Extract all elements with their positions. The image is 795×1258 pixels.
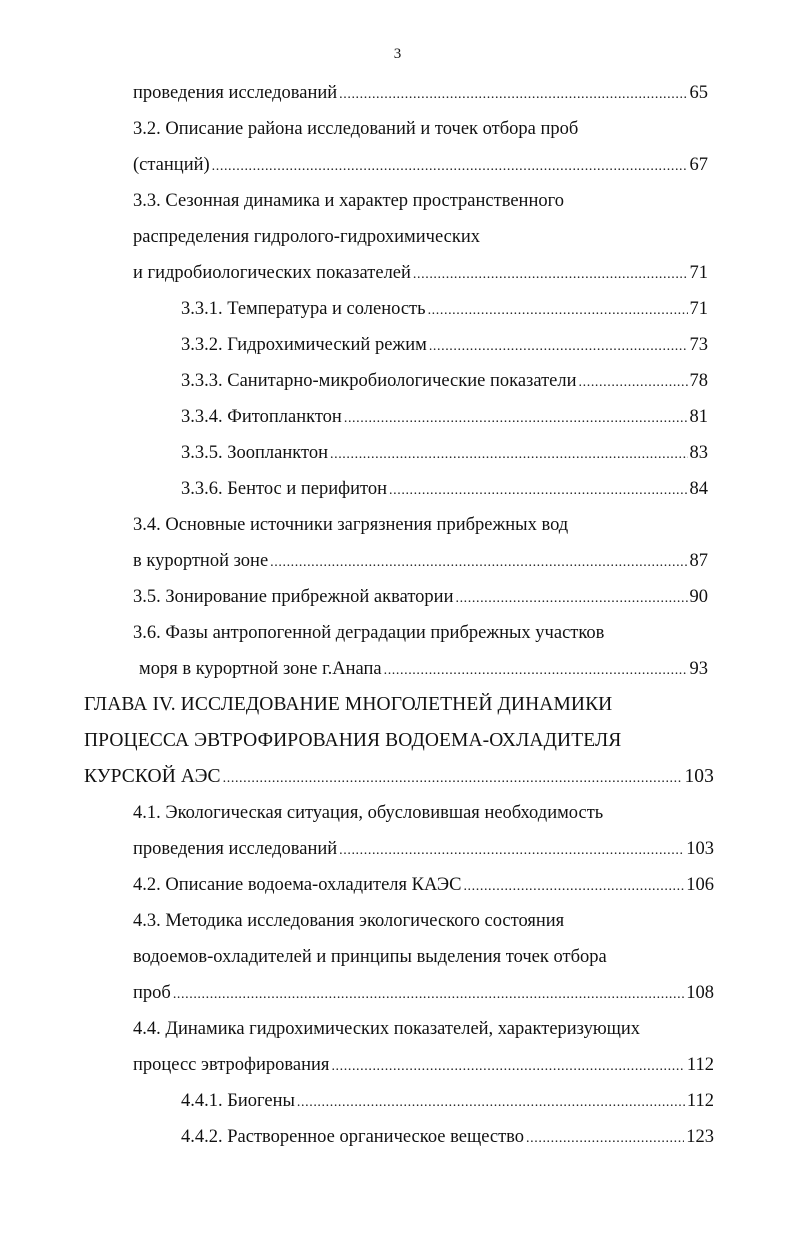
toc-entry-text: 4.4.1. Биогены [181,1091,295,1111]
toc-entry [133,116,578,142]
toc-entry [133,620,604,646]
toc-entry-text: ПРОЦЕССА ЭВТРОФИРОВАНИЯ ВОДОЕМА-ОХЛАДИТЕЛЯ [84,730,622,751]
toc-entry-page: 81 [689,407,708,427]
toc-entry-text: проб [133,983,171,1003]
toc-entry-text: и гидробиологических показателей [133,263,411,283]
toc-entry-text: распределения гидролого-гидрохимических [133,227,480,247]
toc-entry [133,1016,640,1042]
toc-entry-page: 103 [686,839,714,859]
toc-entry [181,296,708,322]
toc-entry-text: 3.4. Основные источники загрязнения прибрежных вод [133,515,569,535]
toc-entry [133,188,564,214]
dot-leader [428,298,688,324]
toc-entry-page: 71 [689,299,708,319]
toc-entry-text: 3.3.5. Зоопланктон [181,443,328,463]
toc-entry-text: проведения исследований [133,83,338,103]
toc-entry-text: (станций) [133,155,210,175]
dot-leader [526,1126,684,1152]
dot-leader [455,586,687,612]
toc-entry-page: 84 [689,479,708,499]
toc-entry-text: КУРСКОЙ АЭС [84,766,221,787]
toc-entry-text: ГЛАВА IV. ИССЛЕДОВАНИЕ МНОГОЛЕТНЕЙ ДИНАМИКИ [84,694,613,715]
toc-entry-page: 103 [684,766,714,787]
toc-entry-page: 87 [689,551,708,571]
toc-entry [181,404,708,430]
toc-entry-text: 4.4. Динамика гидрохимических показателей, характеризующих [133,1019,641,1039]
toc-entry [181,1088,714,1114]
dot-leader [212,154,688,180]
toc-entry [133,152,708,178]
toc-entry-text: водоемов-охладителей и принципы выделения точек отбора [133,947,607,967]
dot-leader [270,550,687,576]
toc-entry-text: 4.1. Экологическая ситуация, обусловившая необходимость [133,803,604,823]
toc-entry [181,476,708,502]
toc-entry-text: 3.3.6. Бентос и перифитон [181,479,388,499]
dot-leader [344,406,688,432]
toc-entry-page: 67 [689,155,708,175]
toc-entry [133,836,714,862]
toc-entry [133,1052,714,1078]
toc-entry-text: 3.3.4. Фитопланктон [181,407,342,427]
toc-entry-text: 4.2. Описание водоема-охладителя КАЭС [133,875,462,895]
toc-entry [133,872,714,898]
dot-leader [223,766,683,792]
toc-entry-page: 123 [686,1127,714,1147]
toc-entry [133,80,708,106]
toc-entry [133,224,480,250]
toc-entry-page: 83 [689,443,708,463]
toc-entry-page: 112 [686,1055,714,1075]
dot-leader [463,874,684,900]
toc-entry-page: 108 [686,983,714,1003]
toc-entry-page: 93 [689,659,708,679]
toc-entry-text: 4.3. Методика исследования экологического состояния [133,911,565,931]
toc-entry-page: 106 [686,875,714,895]
toc-entry [133,944,607,970]
toc-entry-text: 3.6. Фазы антропогенной деградации прибрежных участков [133,623,605,643]
dot-leader [389,478,687,504]
dot-leader [579,370,688,396]
dot-leader [339,82,687,108]
toc-entry-text: проведения исследований [133,839,338,859]
dot-leader [297,1090,685,1116]
toc-entry-text: 3.2. Описание района исследований и точек отбора проб [133,119,579,139]
chapter-heading [84,728,621,754]
toc-entry-text: 3.3.2. Гидрохимический режим [181,335,427,355]
toc-entry [133,980,714,1006]
dot-leader [173,982,684,1008]
toc-entry [133,512,568,538]
toc-entry-page: 65 [689,83,708,103]
toc-entry [181,368,708,394]
toc-entry-text: 3.3.3. Санитарно-микробиологические показатели [181,371,577,391]
chapter-heading [84,764,714,790]
page-number: 3 [393,46,402,62]
toc-entry-text: в курортной зоне [133,551,269,571]
dot-leader [413,262,688,288]
toc-entry [133,548,708,574]
toc-entry-text: 3.5. Зонирование прибрежной акватории [133,587,454,607]
chapter-heading [84,692,612,718]
toc-entry-page: 71 [689,263,708,283]
toc-entry-page: 73 [689,335,708,355]
toc-entry [139,656,708,682]
dot-leader [384,658,688,684]
toc-entry-page: 112 [686,1091,714,1111]
toc-entry [133,908,564,934]
toc-entry-page: 78 [689,371,708,391]
dot-leader [429,334,688,360]
toc-entry-text: 3.3. Сезонная динамика и характер пространственного [133,191,564,211]
toc-entry-text: 3.3.1. Температура и соленость [181,299,426,319]
toc-entry [133,260,708,286]
toc-entry [181,440,708,466]
toc-entry [133,584,708,610]
toc-entry [133,800,603,826]
dot-leader [330,442,688,468]
toc-entry-text: моря в курортной зоне г.Анапа [139,659,382,679]
toc-entry-page: 90 [689,587,708,607]
toc-entry-text: 4.4.2. Растворенное органическое вещество [181,1127,525,1147]
toc-entry-text: процесс эвтрофирования [133,1055,330,1075]
toc-entry [181,332,708,358]
dot-leader [339,838,684,864]
dot-leader [331,1054,684,1080]
toc-entry [181,1124,714,1150]
